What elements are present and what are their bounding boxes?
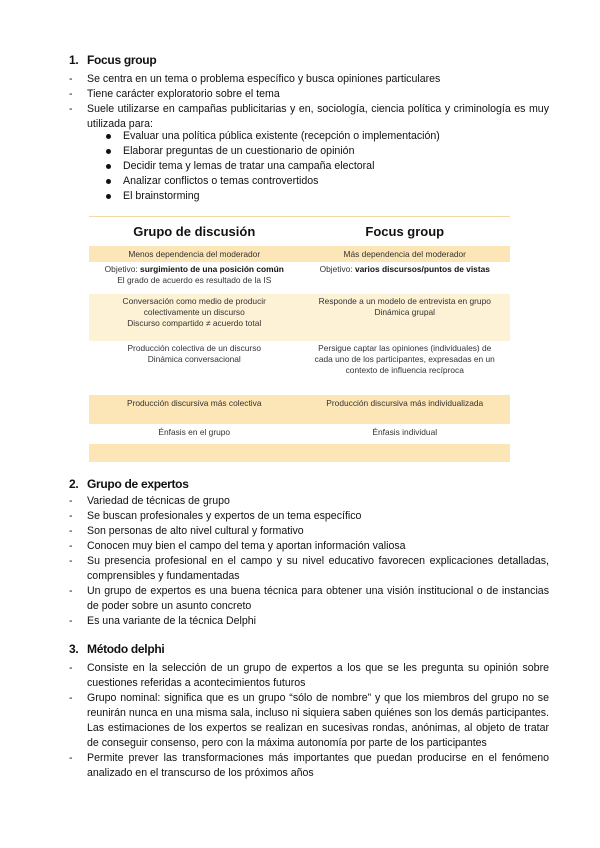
header-focus-group: Focus group — [365, 224, 445, 239]
cell-text: Objetivo: — [104, 264, 141, 274]
section-3-heading — [69, 642, 164, 656]
section-2-heading — [69, 477, 189, 491]
table-cell: Énfasis individual — [372, 427, 438, 437]
cell-bold-text: surgimiento de una posición común — [140, 264, 284, 274]
header-grupo-discusion: Grupo de discusión — [133, 224, 256, 239]
list-item: - Su presencia profesional en el campo y su nivel educativo favorecen explicaciones detalladas, comprensibles y fundamentadas — [69, 554, 549, 584]
cell-text: contexto de influencia recíproca — [345, 365, 464, 375]
cell-text: Discurso compartido ≠ acuerdo total — [127, 318, 262, 328]
list-item: - Consiste en la selección de un grupo de expertos a los que se les pregunta su opinión sobre cuestiones referidas a acontecimientos futuros — [69, 661, 549, 691]
table-cell — [89, 341, 300, 365]
table-row — [89, 424, 510, 444]
list-item: - Son personas de alto nivel cultural y formativo — [69, 524, 549, 539]
bullet-item: Elaborar preguntas de un cuestionario de opinión — [106, 144, 440, 159]
section-1-bullets — [106, 129, 440, 204]
list-item: - Variedad de técnicas de grupo — [69, 494, 549, 509]
list-item: - Es una variante de la técnica Delphi — [69, 614, 549, 629]
cell-bold-text: varios discursos/puntos de vistas — [354, 264, 490, 274]
comparison-table — [89, 216, 510, 462]
table-row — [89, 262, 510, 294]
cell-text: Conversación como medio de producir — [122, 296, 266, 306]
bullet-item: El brainstorming — [106, 189, 440, 204]
table-cell — [300, 262, 511, 275]
cell-text: Producción colectiva de un discurso — [127, 343, 262, 353]
cell-text: El grado de acuerdo es resultado de la IS — [117, 275, 272, 285]
cell-text: Responde a un modelo de entrevista en grupo — [318, 296, 491, 306]
section-3-list — [69, 661, 549, 781]
bullet-item: Decidir tema y lemas de tratar una campaña electoral — [106, 159, 440, 174]
section-1-list — [69, 72, 549, 132]
table-cell — [89, 262, 300, 286]
table-cell: Producción discursiva más colectiva — [126, 398, 262, 408]
list-item: - Se centra en un tema o problema específico y busca opiniones particulares — [69, 72, 549, 87]
list-item: - Conocen muy bien el campo del tema y aportan información valiosa — [69, 539, 549, 554]
table-cell: Más dependencia del moderador — [343, 248, 466, 259]
cell-text: Persigue captar las opiniones (individuales) de — [318, 343, 492, 353]
table-cell: Énfasis en el grupo — [158, 427, 231, 437]
table-cell — [89, 294, 300, 329]
table-row — [89, 294, 510, 341]
table-row — [89, 341, 510, 395]
list-item: - Se buscan profesionales y expertos de un tema específico — [69, 509, 549, 524]
list-item: - Tiene carácter exploratorio sobre el tema — [69, 87, 549, 102]
table-row — [89, 246, 510, 262]
table-row-empty — [89, 444, 510, 462]
cell-text: Objetivo: — [319, 264, 355, 274]
section-2-title: Grupo de expertos — [87, 477, 189, 491]
section-3-number: 3. — [69, 642, 79, 656]
table-row — [89, 395, 510, 424]
section-3-title: Método delphi — [87, 642, 165, 656]
bullet-item: Analizar conflictos o temas controvertidos — [106, 174, 440, 189]
list-item: - Grupo nominal: significa que es un grupo “sólo de nombre” y que los miembros del grupo no se reunirán nunca en una misma sala, incluso ni siquiera saben quiénes son los demás participantes. Las estimaciones de los expertos se realizan en sucesivas rondas, anónimas, al objeto de tratar de conseguir consenso, pero con la máxima autonomía por parte de los participantes — [69, 691, 549, 751]
section-1-title: Focus group — [87, 53, 157, 67]
cell-text: colectivamente un discurso — [143, 307, 245, 317]
section-1-heading — [69, 53, 156, 67]
list-item: - Permite prever las transformaciones más importantes que puedan producirse en el fenómeno analizado en el transcurso de los próximos años — [69, 751, 549, 781]
section-2-number: 2. — [69, 477, 79, 491]
section-2-list — [69, 494, 549, 629]
list-item: - Suele utilizarse en campañas publicitarias y en, sociología, ciencia política y criminología es muy utilizada para: — [69, 102, 549, 132]
table-cell: Producción discursiva más individualizada — [326, 398, 484, 408]
table-cell — [300, 341, 511, 376]
cell-text: Dinámica conversacional — [147, 354, 241, 364]
table-cell: Menos dependencia del moderador — [128, 248, 261, 259]
bullet-item: Evaluar una política pública existente (recepción o implementación) — [106, 129, 440, 144]
table-header-row — [89, 216, 510, 246]
cell-text: cada uno de los participantes, expresadas en un — [314, 354, 495, 364]
list-item: - Un grupo de expertos es una buena técnica para obtener una visión institucional o de instancias de poder sobre un asunto concreto — [69, 584, 549, 614]
section-1-number: 1. — [69, 53, 79, 67]
cell-text: Dinámica grupal — [374, 307, 435, 317]
table-cell — [300, 294, 511, 318]
